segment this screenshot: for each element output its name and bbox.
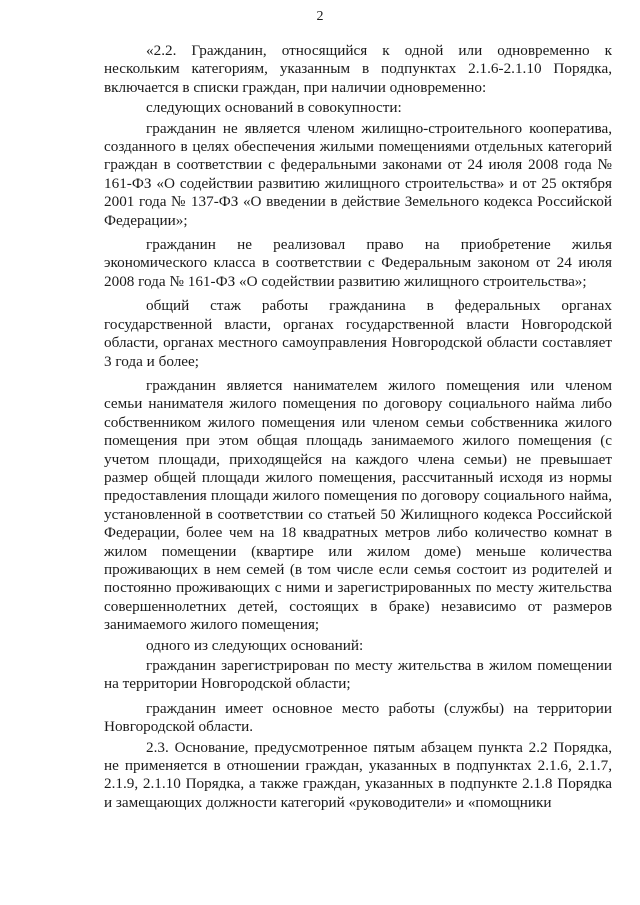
document-body: [104, 42, 612, 812]
paragraph-living-space-condition: гражданин является нанимателем жилого помещения или членом семьи нанимателя жилого помещения по договору социального найма либо собственником жилого помещения или членом семьи собственника жилого помещения при этом общая площадь занимаемого жилого помещения (с учетом площади, приходящейся на каждого члена семьи) не превышает размер общей площади жилого помещения, рассчитанный исходя из нормы предоставления площади жилого помещения по договору социального найма, установленной в соответствии со статьей 50 Жилищного кодекса Российской Федерации, более чем на 18 квадратных метров либо количество комнат в жилом помещении (квартире или жилом доме) меньше количества проживающих в нем семей (в том числе если семья состоит из родителей и постоянно проживающих с ними и зарегистрированных по месту жительства совершеннолетних детей, состоящих в браке) независимо от размеров занимаемого жилого помещения;: [104, 376, 612, 634]
page-number: 2: [316, 9, 324, 24]
paragraph-2-3: 2.3. Основание, предусмотренное пятым абзацем пункта 2.2 Порядка, не применяется в отношении граждан, указанных в подпунктах 2.1.6, 2.1.7, 2.1.9, 2.1.10 Порядка, а также граждан, указанных в подпункте 2.1.8 Порядка и замещающих должности категорий «руководители» и «помощники: [104, 738, 612, 811]
paragraph-one-of-grounds: одного из следующих оснований:: [146, 636, 364, 654]
paragraph-cooperative-condition: гражданин не является членом жилищно-строительного кооператива, созданного в целях обеспечения жилыми помещениями отдельных категорий граждан в соответствии с федеральными законами от 24 июля 2008 года № 161-ФЗ «О содействии развитию жилищного строительства» и от 25 октября 2001 года № 137-ФЗ «О введении в действие Земельного кодекса Российской Федерации»;: [104, 119, 612, 229]
paragraph-grounds-combined: следующих оснований в совокупности:: [146, 99, 402, 117]
paragraph-2-2-intro: «2.2. Гражданин, относящийся к одной или одновременно к нескольким категориям, указанным в подпунктах 2.1.6-2.1.10 Порядка, включается в списки граждан, при наличии одновременно:: [104, 42, 612, 96]
paragraph-registration-condition: гражданин зарегистрирован по месту жительства в жилом помещении на территории Новгородской области;: [104, 657, 612, 693]
paragraph-workplace-condition: гражданин имеет основное место работы (службы) на территории Новгородской области.: [104, 699, 612, 736]
paragraph-housing-right-condition: гражданин не реализовал право на приобретение жилья экономического класса в соответствии с Федеральным законом от 24 июля 2008 года № 161-ФЗ «О содействии развитию жилищного строительства»;: [104, 236, 612, 290]
paragraph-work-experience-condition: общий стаж работы гражданина в федеральных органах государственной власти, органах государственной власти Новгородской области, органах местного самоуправления Новгородской области составляет 3 года и более;: [104, 297, 612, 370]
